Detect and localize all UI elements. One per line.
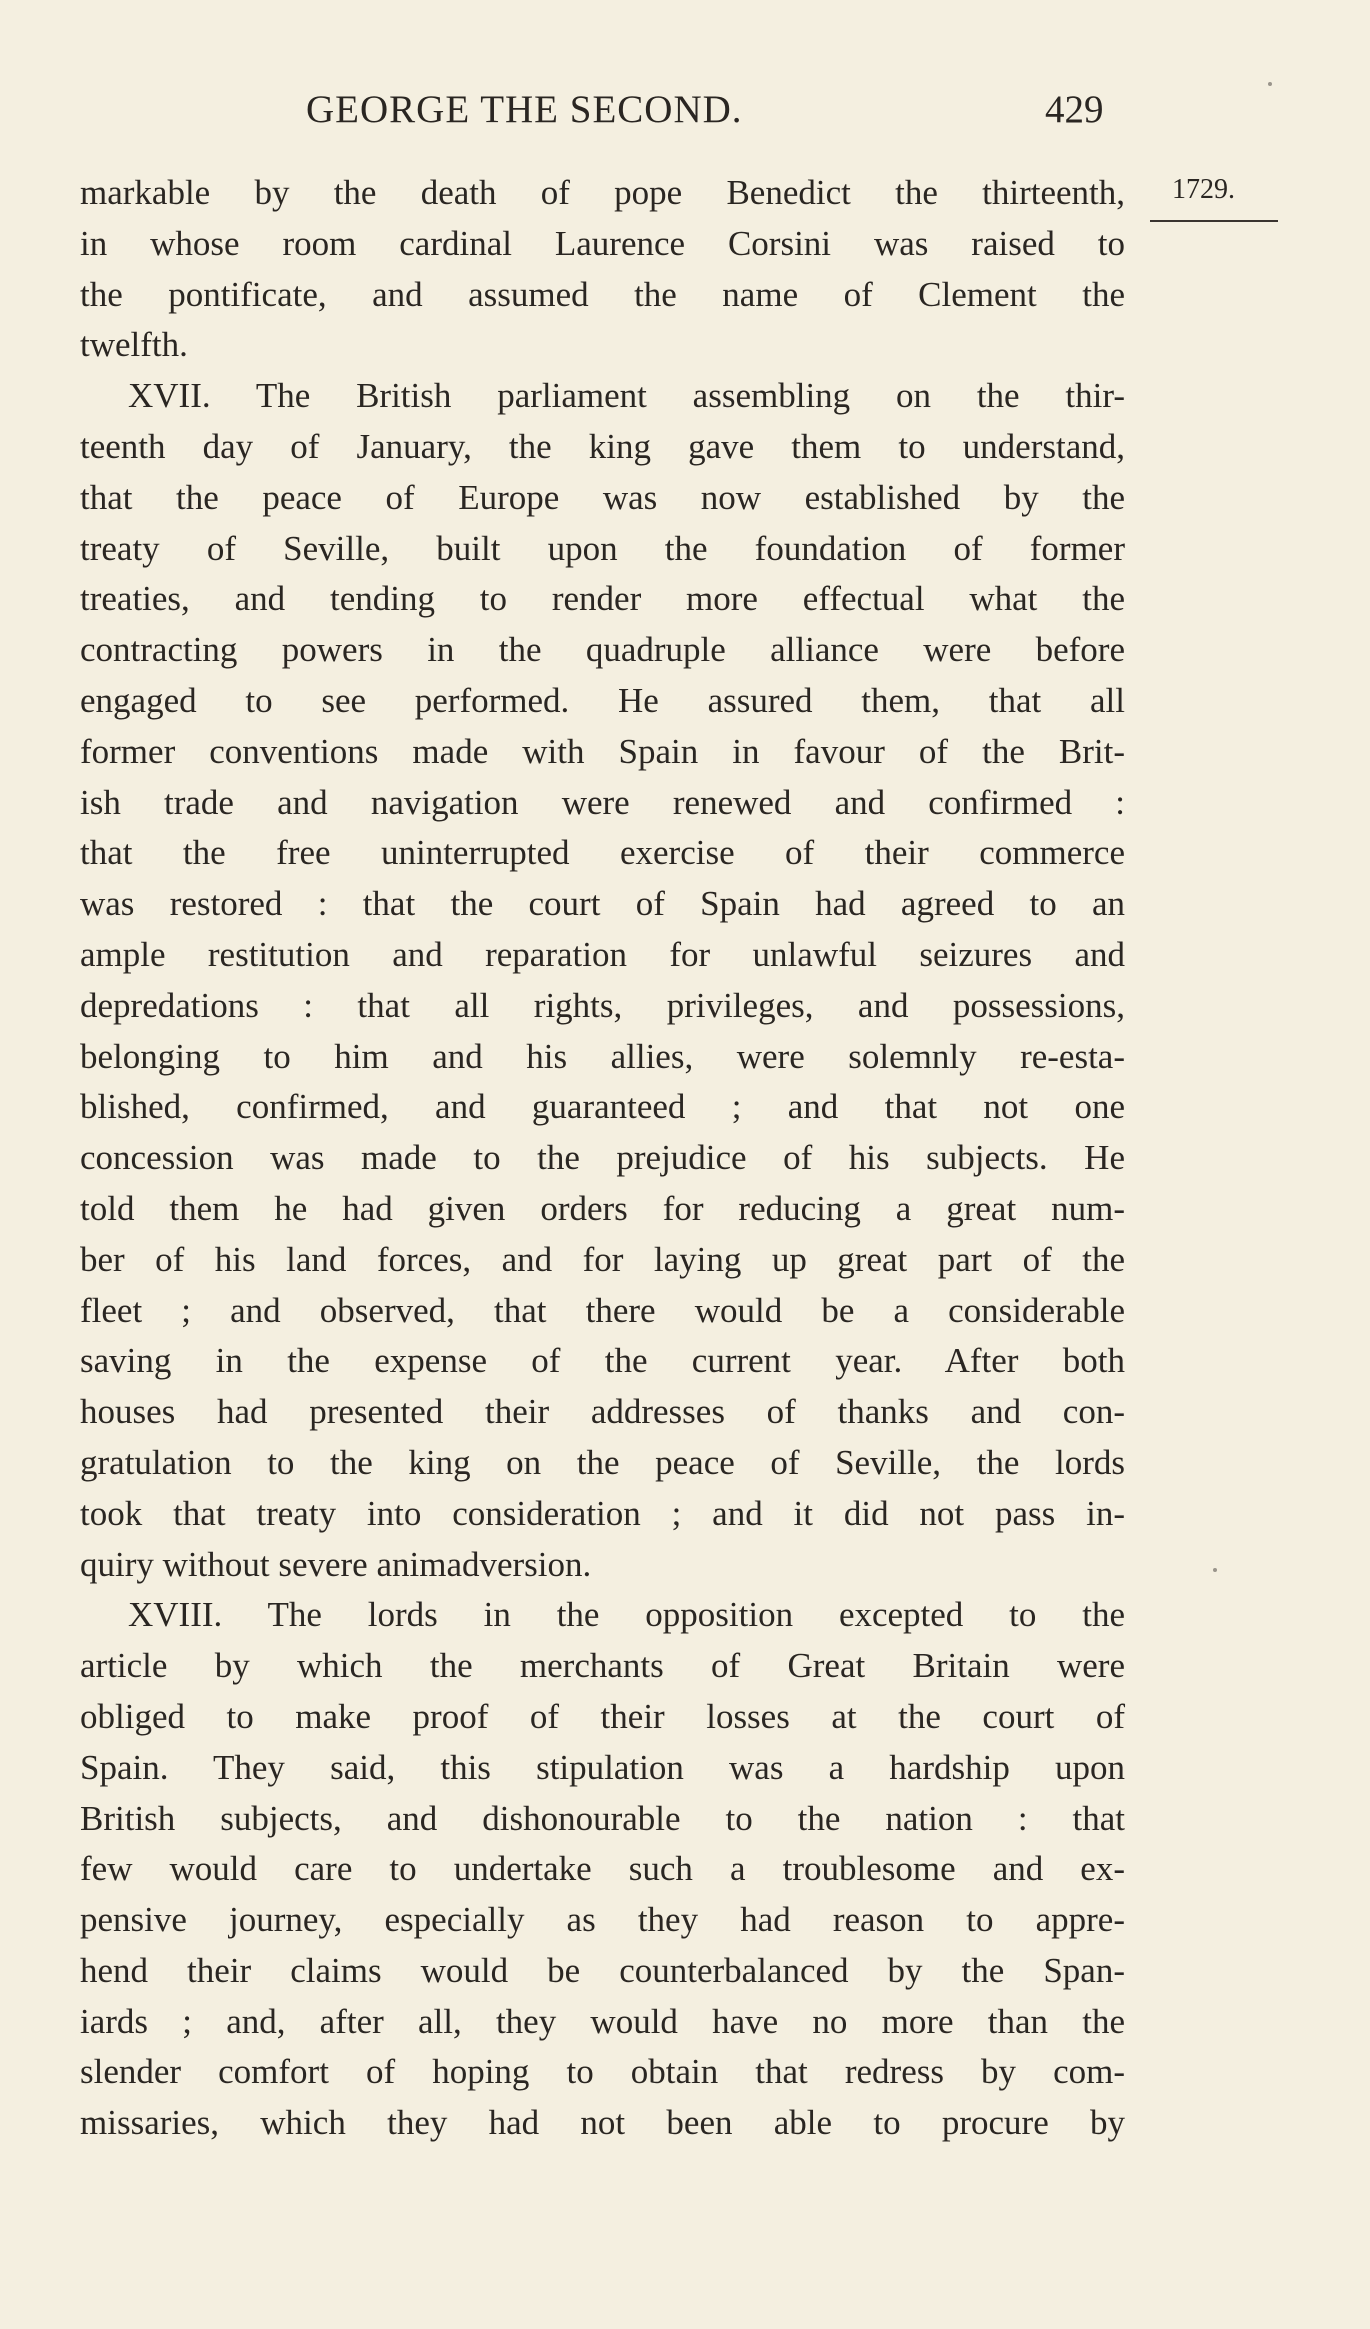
text-line: Spain. They said, this stipulation was a hardship upon xyxy=(80,1747,1125,1787)
margin-rule xyxy=(1150,220,1278,222)
text-line: twelfth. xyxy=(80,325,188,365)
text-line: hend their claims would be counterbalanced by the Span- xyxy=(80,1950,1125,1990)
text-line: houses had presented their addresses of thanks and con- xyxy=(80,1392,1125,1432)
text-line: the pontificate, and assumed the name of Clement the xyxy=(80,274,1125,314)
paragraph-start-line: XVIII. The lords in the opposition excepted to the xyxy=(128,1595,1125,1635)
text-line: treaties, and tending to render more effectual what the xyxy=(80,579,1125,619)
text-line: contracting powers in the quadruple alliance were before xyxy=(80,630,1125,670)
text-line: pensive journey, especially as they had reason to appre- xyxy=(80,1900,1125,1940)
text-line: slender comfort of hoping to obtain that redress by com- xyxy=(80,2052,1125,2092)
running-title: GEORGE THE SECOND. xyxy=(306,88,743,131)
page-number: 429 xyxy=(1045,88,1104,131)
text-line: ber of his land forces, and for laying up great part of the xyxy=(80,1239,1125,1279)
text-line: treaty of Seville, built upon the foundation of former xyxy=(80,528,1125,568)
text-line: that the free uninterrupted exercise of their commerce xyxy=(80,833,1125,873)
paper-speck xyxy=(1213,1568,1217,1572)
text-line: markable by the death of pope Benedict the thirteenth, xyxy=(80,173,1125,212)
margin-date: 1729. xyxy=(1172,174,1235,205)
text-line: few would care to undertake such a troublesome and ex- xyxy=(80,1849,1125,1889)
text-line: teenth day of January, the king gave them to understand, xyxy=(80,426,1125,466)
text-line: ish trade and navigation were renewed and confirmed : xyxy=(80,782,1125,822)
text-line: gratulation to the king on the peace of Seville, the lords xyxy=(80,1442,1125,1482)
running-head xyxy=(78,85,1128,135)
paragraph-start-line: XVII. The British parliament assembling on the thir- xyxy=(128,376,1125,416)
text-line: took that treaty into consideration ; and it did not pass in- xyxy=(80,1493,1125,1533)
text-line: concession was made to the prejudice of his subjects. He xyxy=(80,1138,1125,1178)
text-line: article by which the merchants of Great Britain were xyxy=(80,1646,1125,1686)
text-line: obliged to make proof of their losses at the court of xyxy=(80,1696,1125,1736)
text-line: fleet ; and observed, that there would be a considerable xyxy=(80,1290,1125,1330)
text-line: depredations : that all rights, privileges, and possessions, xyxy=(80,985,1125,1025)
text-line: in whose room cardinal Laurence Corsini was raised to xyxy=(80,223,1125,263)
text-line: ample restitution and reparation for unlawful seizures and xyxy=(80,934,1125,974)
text-line: British subjects, and dishonourable to the nation : that xyxy=(80,1798,1125,1838)
body-text xyxy=(80,168,1125,2149)
paper-speck xyxy=(1268,82,1272,86)
text-line: missaries, which they had not been able to procure by xyxy=(80,2103,1125,2143)
text-line: quiry without severe animadversion. xyxy=(80,1544,592,1584)
text-line: saving in the expense of the current year. After both xyxy=(80,1341,1125,1381)
text-line: iards ; and, after all, they would have no more than the xyxy=(80,2001,1125,2041)
text-line: blished, confirmed, and guaranteed ; and that not one xyxy=(80,1087,1125,1127)
text-line: engaged to see performed. He assured them, that all xyxy=(80,680,1125,720)
text-line: was restored : that the court of Spain had agreed to an xyxy=(80,884,1125,924)
text-line: told them he had given orders for reducing a great num- xyxy=(80,1188,1125,1228)
text-line: belonging to him and his allies, were solemnly re-esta- xyxy=(80,1036,1125,1076)
text-line: former conventions made with Spain in favour of the Brit- xyxy=(80,731,1125,771)
text-line: that the peace of Europe was now established by the xyxy=(80,477,1125,517)
